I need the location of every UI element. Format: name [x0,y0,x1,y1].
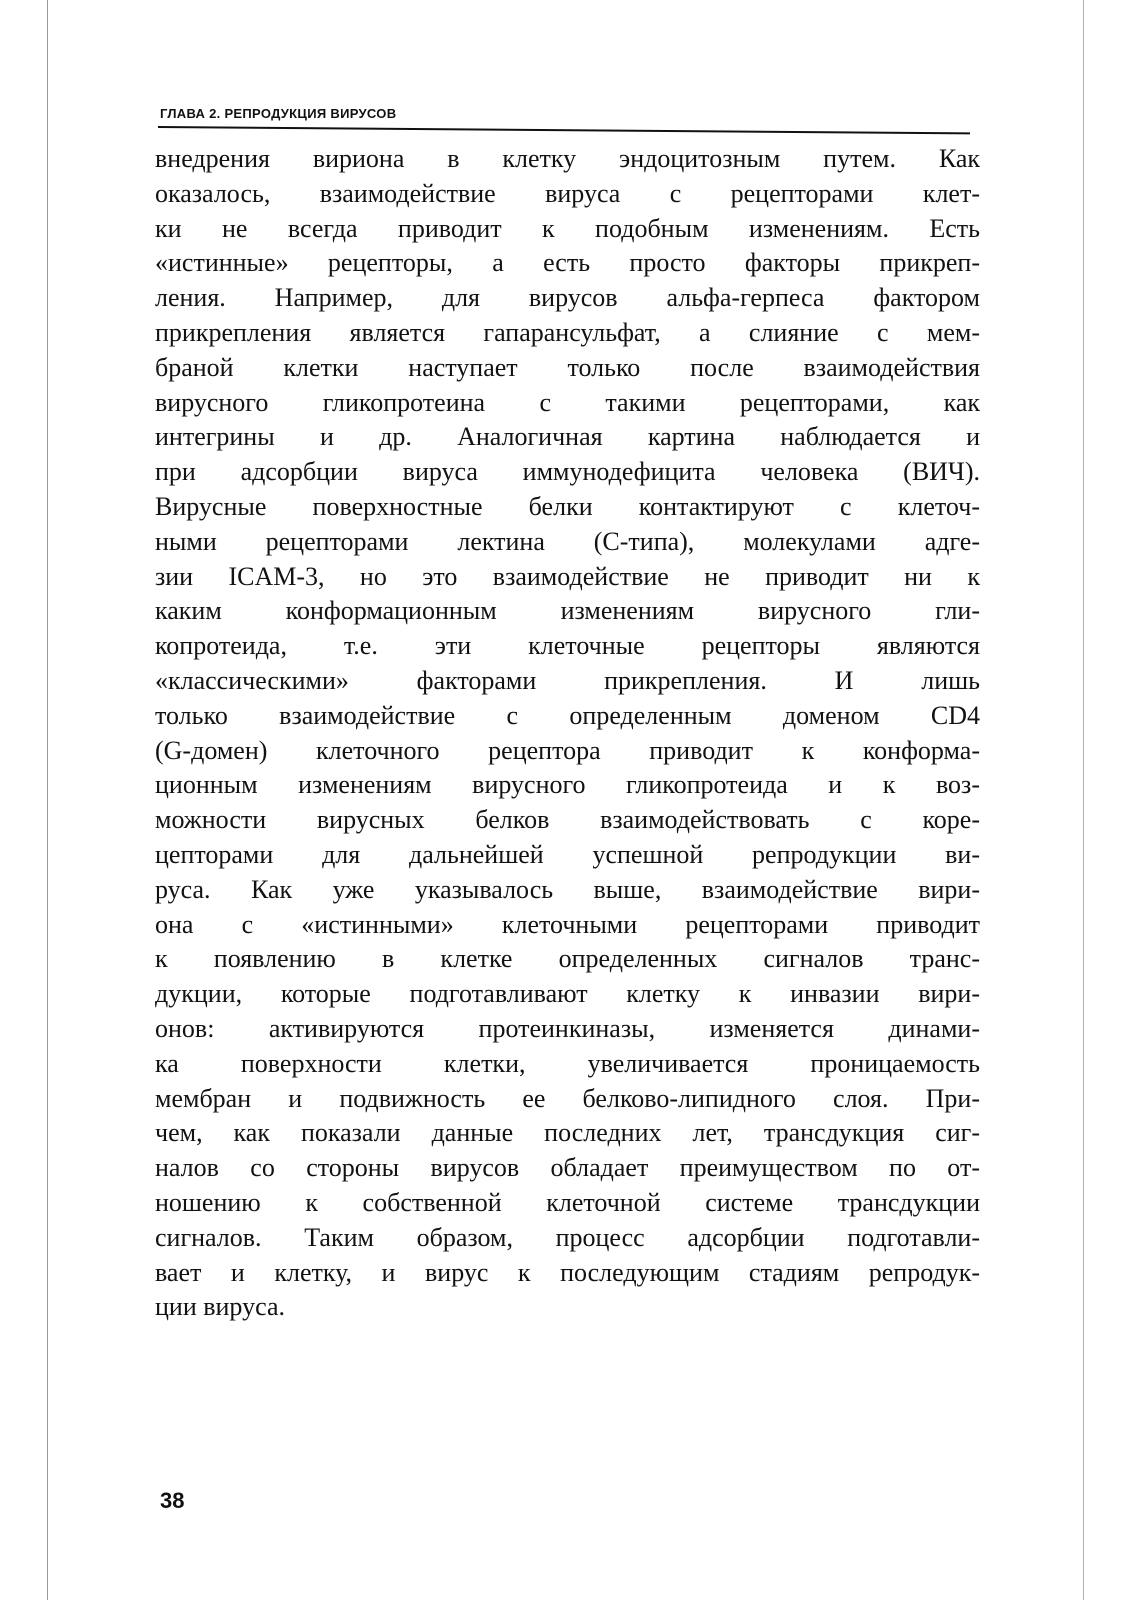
text-line: цепторами для дальнейшей успешной репродукции ви- [155,839,980,869]
text-line: налов со стороны вирусов обладает преимуществом по от- [155,1153,980,1183]
text-line: «истинные» рецепторы, а есть просто факторы прикреп- [155,248,980,278]
page-edge-left [47,0,48,1600]
text-line: только взаимодействие с определенным доменом CD4 [155,700,980,730]
text-line: прикрепления является гапарансульфат, а слияние с мем- [155,317,980,347]
header-rule [158,126,970,134]
text-line: зии ICAM-3, но это взаимодействие не приводит ни к [155,561,980,591]
text-line: дукции, которые подготавливают клетку к инвазии вири- [155,979,980,1009]
text-line: браной клетки наступает только после взаимодействия [155,352,980,382]
text-line: внедрения вириона в клетку эндоцитозным путем. Как [155,144,980,173]
running-head: ГЛАВА 2. РЕПРОДУКЦИЯ ВИРУСОВ [160,106,397,121]
text-line: к появлению в клетке определенных сигналов транс- [155,944,980,974]
text-line: при адсорбции вируса иммунодефицита человека (ВИЧ). [155,457,980,487]
text-line: вирусного гликопротеина с такими рецепторами, как [155,387,980,417]
page-edge-right [1083,0,1084,1600]
text-line: интегрины и др. Аналогичная картина наблюдается и [155,422,980,452]
text-line: ции вируса. [155,1292,285,1322]
text-line: Вирусные поверхностные белки контактируют с клеточ- [155,491,980,521]
body-text [155,142,980,1325]
text-line: руса. Как уже указывалось выше, взаимодействие вири- [155,874,980,904]
text-line: каким конформационным изменениям вирусного гли- [155,596,980,626]
text-line: чем, как показали данные последних лет, трансдукция сиг- [155,1118,980,1148]
text-line: «классическими» факторами прикрепления. И лишь [155,665,980,695]
text-line: ления. Например, для вирусов альфа-герпеса фактором [155,283,980,313]
text-line: копротеида, т.е. эти клеточные рецепторы являются [155,631,980,661]
text-line: вает и клетку, и вирус к последующим стадиям репродук- [155,1257,980,1287]
text-line: сигналов. Таким образом, процесс адсорбции подготавли- [155,1222,980,1252]
text-line: (G-домен) клеточного рецептора приводит к конформа- [155,735,980,765]
text-line: она с «истинными» клеточными рецепторами приводит [155,909,980,939]
text-line: можности вирусных белков взаимодействовать с коре- [155,805,980,835]
page-number: 38 [160,1488,185,1513]
text-line: ки не всегда приводит к подобным изменениям. Есть [155,213,980,243]
text-line: ными рецепторами лектина (С-типа), молекулами адге- [155,526,980,556]
text-line: ношению к собственной клеточной системе трансдукции [155,1187,980,1217]
text-line: онов: активируются протеинкиназы, изменяется динами- [155,1013,980,1043]
text-line: ка поверхности клетки, увеличивается проницаемость [155,1048,980,1078]
text-line: ционным изменениям вирусного гликопротеида и к воз- [155,770,980,800]
text-line: оказалось, взаимодействие вируса с рецепторами клет- [155,178,980,208]
text-line: мембран и подвижность ее белково-липидного слоя. При- [155,1083,980,1113]
